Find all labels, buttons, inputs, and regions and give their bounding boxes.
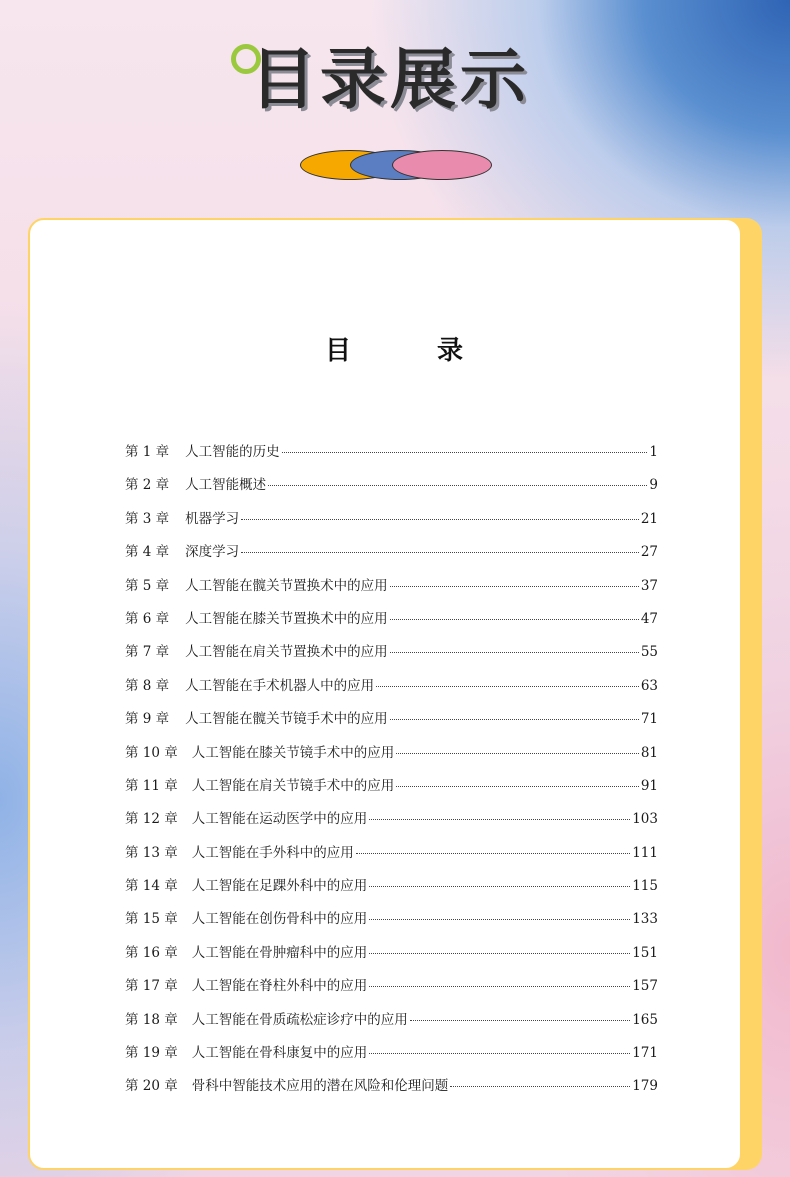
page-number: 1 (649, 444, 658, 460)
chapter-title: 人工智能在髋关节镜手术中的应用 (185, 711, 388, 728)
page-number: 47 (640, 610, 658, 627)
chapter-title: 人工智能在手外科中的应用 (191, 844, 354, 861)
chapter-number: 第 10 章 (125, 744, 178, 761)
page-number: 71 (640, 711, 658, 728)
toc-entry (125, 941, 658, 974)
chapter-number: 第 2 章 (125, 477, 170, 494)
chapter-number: 第 7 章 (125, 644, 170, 661)
chapter-number: 第 18 章 (125, 1011, 178, 1028)
toc-entry (125, 741, 658, 774)
chapter-title: 人工智能在运动医学中的应用 (191, 811, 368, 828)
chapter-number: 第 19 章 (125, 1045, 178, 1062)
chapter-title: 人工智能在骨科康复中的应用 (191, 1045, 368, 1062)
toc-entry (125, 907, 658, 940)
page-number: 111 (632, 844, 658, 861)
page-number: 115 (632, 878, 658, 895)
chapter-number: 第 17 章 (125, 978, 178, 995)
toc-title: 目 录 (324, 336, 493, 366)
chapter-number: 第 15 章 (125, 911, 178, 928)
color-ellipses-decoration (300, 150, 492, 182)
chapter-title: 人工智能概述 (185, 477, 267, 494)
dot-leader (410, 1019, 630, 1021)
chapter-number: 第 12 章 (125, 811, 178, 828)
dot-leader (390, 718, 639, 720)
toc-entry (125, 640, 658, 673)
dot-leader (369, 1052, 630, 1054)
chapter-title: 机器学习 (185, 510, 240, 527)
chapter-number: 第 11 章 (125, 777, 178, 794)
toc-entry (125, 440, 658, 473)
chapter-title: 人工智能在膝关节置换术中的应用 (185, 610, 388, 627)
dot-leader (390, 618, 639, 620)
chapter-number: 第 13 章 (125, 844, 178, 861)
dot-leader (396, 752, 639, 754)
chapter-title: 人工智能在肩关节镜手术中的应用 (191, 777, 395, 794)
chapter-number: 第 1 章 (125, 444, 170, 460)
dot-leader (369, 985, 630, 987)
chapter-number: 第 14 章 (125, 878, 178, 895)
dot-leader (241, 551, 639, 553)
toc-entry (125, 874, 658, 907)
chapter-number: 第 4 章 (125, 544, 170, 561)
dot-leader (376, 685, 639, 687)
page-number: 37 (640, 577, 658, 594)
dot-leader (390, 651, 639, 653)
toc-entry (125, 774, 658, 807)
chapter-title: 人工智能在骨肿瘤科中的应用 (191, 944, 368, 961)
page-number: 103 (632, 811, 658, 828)
chapter-number: 第 5 章 (125, 577, 170, 594)
toc-entry (125, 1008, 658, 1041)
page-number: 81 (640, 744, 658, 761)
dot-leader (268, 484, 647, 486)
dot-leader (369, 885, 630, 887)
page-number: 179 (632, 1078, 658, 1095)
page-number: 151 (632, 944, 658, 961)
chapter-number: 第 6 章 (125, 610, 170, 627)
page-number: 21 (640, 510, 658, 527)
chapter-title: 骨科中智能技术应用的潜在风险和伦理问题 (191, 1078, 449, 1095)
chapter-title: 人工智能在膝关节镜手术中的应用 (191, 744, 395, 761)
toc-entry (125, 974, 658, 1007)
page-number: 27 (640, 544, 658, 561)
toc-entry (125, 707, 658, 740)
chapter-number: 第 8 章 (125, 677, 170, 694)
chapter-title: 人工智能的历史 (185, 444, 280, 460)
chapter-title: 人工智能在肩关节置换术中的应用 (185, 644, 388, 661)
page-number: 91 (640, 777, 658, 794)
chapter-title: 人工智能在手术机器人中的应用 (185, 677, 375, 694)
toc-entry (125, 1041, 658, 1074)
toc-entry (125, 674, 658, 707)
toc-entry (125, 607, 658, 640)
toc-entry (125, 807, 658, 840)
dot-leader (241, 518, 639, 520)
page-number: 165 (632, 1011, 658, 1028)
toc-list (125, 440, 658, 1108)
chapter-title: 人工智能在骨质疏松症诊疗中的应用 (191, 1011, 408, 1028)
page-number: 55 (640, 644, 658, 661)
toc-entry (125, 473, 658, 506)
header-banner (0, 0, 790, 215)
page-number: 171 (632, 1045, 658, 1062)
chapter-title: 人工智能在髋关节置换术中的应用 (185, 577, 388, 594)
dot-leader (450, 1085, 630, 1087)
toc-entry (125, 1074, 658, 1107)
toc-entry (125, 507, 658, 540)
chapter-title: 人工智能在脊柱外科中的应用 (191, 978, 368, 995)
dot-leader (369, 918, 630, 920)
pink-ellipse-icon (392, 150, 492, 180)
dot-leader (396, 785, 639, 787)
dot-leader (282, 451, 648, 453)
chapter-title: 人工智能在创伤骨科中的应用 (191, 911, 368, 928)
chapter-title: 人工智能在足踝外科中的应用 (191, 878, 368, 895)
chapter-number: 第 9 章 (125, 711, 170, 728)
page-number: 63 (640, 677, 658, 694)
dot-leader (369, 818, 630, 820)
chapter-number: 第 20 章 (125, 1078, 178, 1095)
page-number: 9 (649, 477, 658, 494)
toc-entry (125, 574, 658, 607)
dot-leader (369, 952, 630, 954)
toc-entry (125, 841, 658, 874)
page-number: 133 (632, 911, 658, 928)
page-number: 157 (632, 978, 658, 995)
toc-entry (125, 540, 658, 573)
chapter-title: 深度学习 (185, 544, 240, 561)
dot-leader (356, 852, 630, 854)
chapter-number: 第 3 章 (125, 510, 170, 527)
page-title: 目录展示 (250, 41, 530, 118)
dot-leader (390, 585, 639, 587)
chapter-number: 第 16 章 (125, 944, 178, 961)
